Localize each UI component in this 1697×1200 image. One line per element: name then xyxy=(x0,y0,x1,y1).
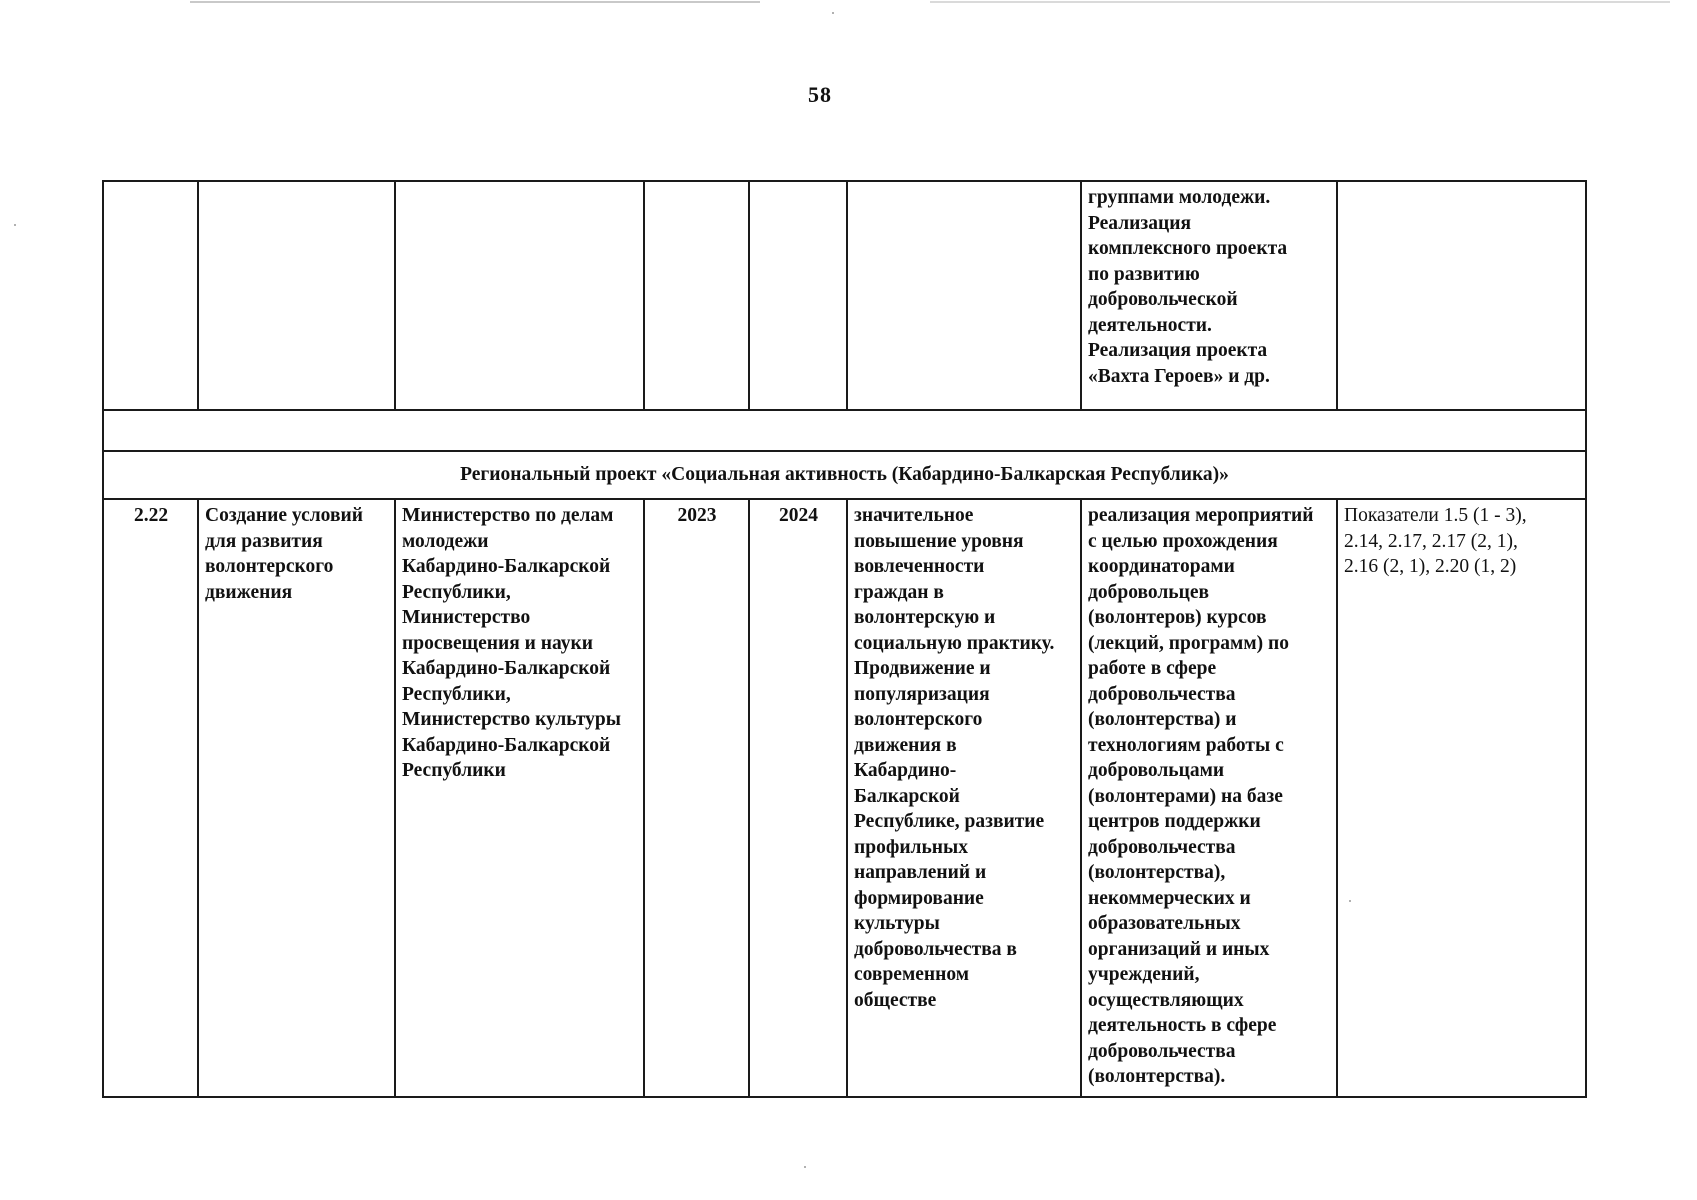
row-expected-result: значительное повышение уровня вовлеченности граждан в волонтерскую и социальную практику. Продвижение и популяризация волонтерского движения в Кабардино- Балкарской Республике, развитие профильных направлений и формирование культуры добровольчества в современном обществе xyxy=(847,499,1081,1097)
measures-table xyxy=(102,180,1587,1098)
scan-artifact-line xyxy=(930,1,1670,3)
table-row xyxy=(103,499,1586,1097)
row-main-directions: реализация мероприятий с целью прохождения координаторами добровольцев (волонтеров) курсов (лекций, программ) по работе в сфере добровольчества (волонтерства) и технологиям работы с добровольцами (волонтерами) на базе центров поддержки добровольчества (волонтерства), некоммерческих и образовательных организаций и иных учреждений, осуществляющих деятельность в сфере добровольчества (волонтерства). xyxy=(1081,499,1337,1097)
scan-speck xyxy=(1349,900,1351,902)
cell-expected-result xyxy=(847,181,1081,410)
row-start-year: 2023 xyxy=(644,499,749,1097)
row-end-year: 2024 xyxy=(749,499,847,1097)
scan-speck xyxy=(804,1166,806,1168)
cell-executors xyxy=(395,181,644,410)
cell-name xyxy=(198,181,395,410)
section-title: Региональный проект «Социальная активность (Кабардино-Балкарская Республика)» xyxy=(103,451,1586,499)
empty-row xyxy=(103,410,1586,451)
scan-artifact-line xyxy=(190,1,760,3)
continuation-row xyxy=(103,181,1586,410)
cell-end-year xyxy=(749,181,847,410)
cell-number xyxy=(103,181,198,410)
cell-continued-directions: группами молодежи. Реализация комплексного проекта по развитию добровольческой деятельности. Реализация проекта «Вахта Героев» и др. xyxy=(1081,181,1337,410)
row-name: Создание условий для развития волонтерского движения xyxy=(198,499,395,1097)
cell-indicators xyxy=(1337,181,1586,410)
section-header-row xyxy=(103,451,1586,499)
cell-start-year xyxy=(644,181,749,410)
page-number: 58 xyxy=(808,82,832,107)
row-number: 2.22 xyxy=(103,499,198,1097)
scan-speck xyxy=(832,12,834,14)
empty-cell xyxy=(103,410,1586,451)
scan-speck xyxy=(14,224,16,226)
row-executors: Министерство по делам молодежи Кабардино-Балкарской Республики, Министерство просвещения и науки Кабардино-Балкарской Республики, Министерство культуры Кабардино-Балкарской Республики xyxy=(395,499,644,1097)
row-indicators: Показатели 1.5 (1 - 3), 2.14, 2.17, 2.17 (2, 1), 2.16 (2, 1), 2.20 (1, 2) xyxy=(1337,499,1586,1097)
